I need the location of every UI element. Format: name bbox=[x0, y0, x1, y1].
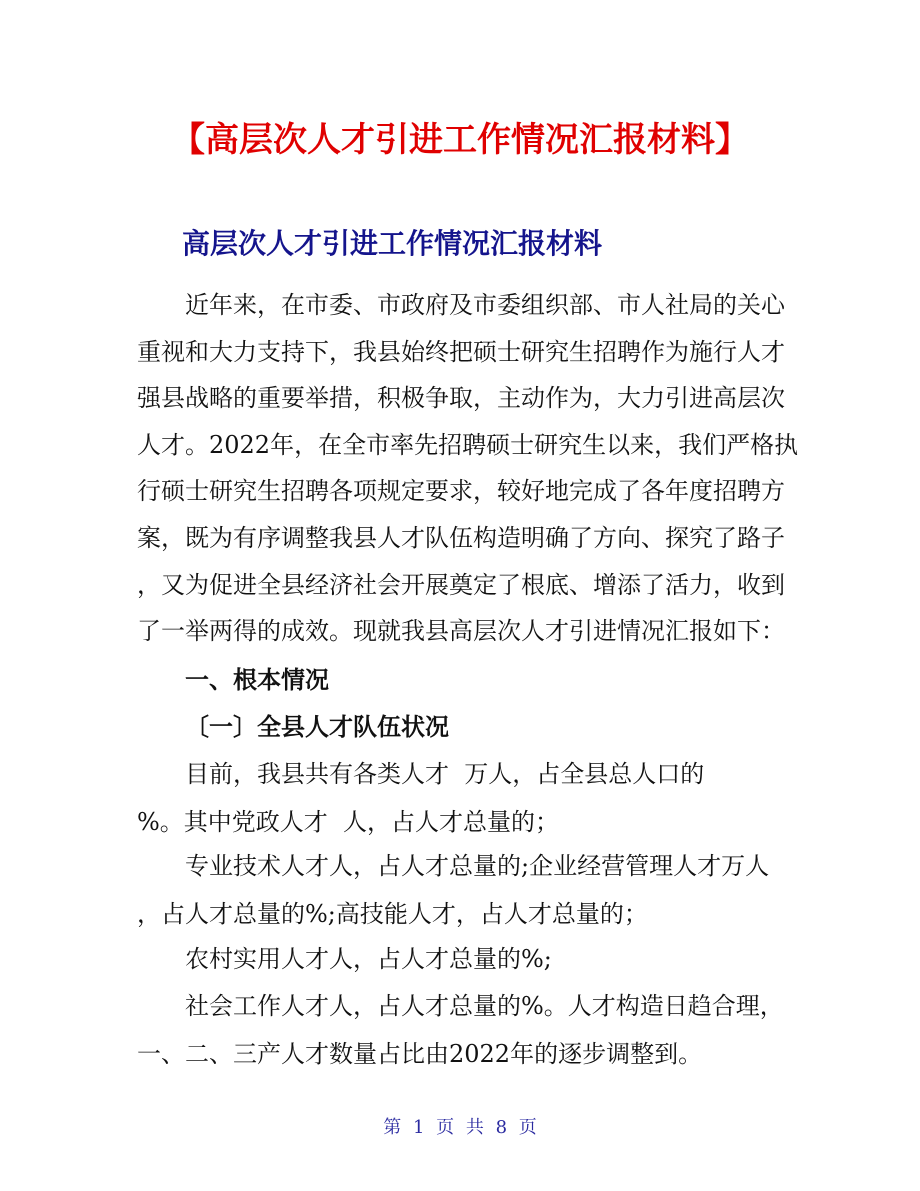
intro-line: 了一举两得的成效。现就我县高层次人才引进情况汇报如下： bbox=[137, 617, 785, 646]
paragraph-line: 目前，我县共有各类人才 万人，占全县总人口的 bbox=[185, 760, 705, 788]
intro-line: 近年来，在市委、市政府及市委组织部、市人社局的关心 bbox=[185, 291, 785, 319]
paragraph-line: 农村实用人才人，占人才总量的%; bbox=[185, 945, 552, 973]
intro-line: 人才。2022年，在全市率先招聘硕士研究生以来，我们严格执 bbox=[137, 430, 799, 459]
rural-talent-paragraph bbox=[137, 935, 797, 983]
social-work-talent-paragraph bbox=[137, 982, 797, 1078]
paragraph-line: %。其中党政人才 人，占人才总量的； bbox=[137, 808, 560, 836]
intro-paragraph bbox=[137, 282, 799, 655]
page-title: 【高层次人才引进工作情况汇报材料】 bbox=[171, 120, 749, 160]
paragraph-line: 专业技术人才人，占人才总量的;企业经营管理人才万人 bbox=[185, 852, 770, 880]
intro-line: 行硕士研究生招聘各项规定要求，较好地完成了各年度招聘方 bbox=[137, 477, 785, 506]
paragraph-line: ，占人才总量的%;高技能人才，占人才总量的； bbox=[137, 900, 648, 928]
paragraph-line: 一、二、三产人才数量占比由2022年的逐步调整到。 bbox=[137, 1040, 703, 1068]
document-title: 高层次人才引进工作情况汇报材料 bbox=[182, 227, 603, 260]
page-footer: 第 1 页 共 8 页 bbox=[383, 1117, 537, 1138]
section-heading: 一、根本情况 bbox=[185, 665, 329, 694]
professional-talent-paragraph bbox=[137, 842, 797, 938]
intro-line: 重视和大力支持下，我县始终把硕士研究生招聘作为施行人才 bbox=[137, 337, 785, 366]
intro-line: 强县战略的重要举措，积极争取，主动作为，大力引进高层次 bbox=[137, 384, 785, 413]
paragraph-line: 社会工作人才人，占人才总量的%。人才构造日趋合理， bbox=[185, 992, 784, 1020]
intro-line: 案，既为有序调整我县人才队伍构造明确了方向、探究了路子 bbox=[137, 523, 785, 552]
subsection-heading: 〔一〕全县人才队伍状况 bbox=[185, 712, 449, 741]
intro-line: ，又为促进全县经济社会开展奠定了根底、增添了活力，收到 bbox=[137, 570, 785, 599]
talent-overview-paragraph bbox=[137, 750, 797, 846]
